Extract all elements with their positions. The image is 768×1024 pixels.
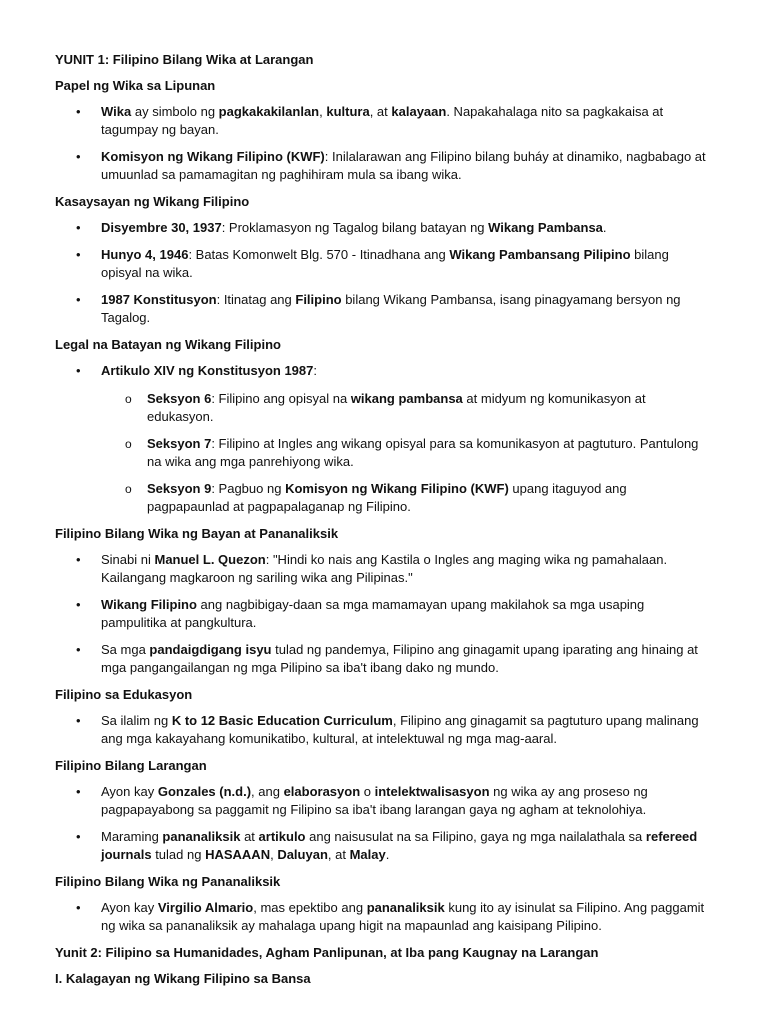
- list-item: [55, 148, 712, 184]
- bullet-list: [55, 103, 712, 184]
- bold-text: Daluyan: [277, 847, 328, 862]
- text-run: :: [313, 363, 317, 378]
- bold-text: pagkakakilanlan: [218, 104, 320, 119]
- bold-text: Seksyon 6: [147, 391, 212, 406]
- bold-text: HASAAAN: [205, 847, 271, 862]
- text-run: o: [360, 784, 375, 799]
- text-run: .: [385, 847, 390, 862]
- bold-text: 1987 Konstitusyon: [101, 292, 217, 307]
- bold-text: Komisyon ng Wikang Filipino (KWF): [285, 481, 509, 496]
- text-run: , ang: [251, 784, 284, 799]
- list-item: [55, 712, 712, 748]
- section-heading-yunit-2-filipino-sa-humanidades-agham-pa: Yunit 2: Filipino sa Humanidades, Agham Panlipunan, at Iba pang Kaugnay na Larangan: [55, 945, 599, 960]
- text-run: at midyum ng komunikasyon at edukasyon.: [147, 391, 646, 424]
- bold-text: Komisyon ng Wikang Filipino (KWF): [101, 149, 325, 164]
- list-item: [55, 291, 712, 327]
- bullet-list: [55, 783, 712, 864]
- section-heading-filipino-bilang-wika-ng-bayan-at-pananal: Filipino Bilang Wika ng Bayan at Pananaliksik: [55, 526, 339, 541]
- section-heading-filipino-bilang-wika-ng-pananaliksik: Filipino Bilang Wika ng Pananaliksik: [55, 874, 281, 889]
- list-item: [55, 362, 712, 516]
- text-run: bilang opisyal na wika.: [101, 247, 669, 280]
- bullet-list: [55, 712, 712, 748]
- bold-text: Wikang Pambansa: [488, 220, 603, 235]
- text-run: at: [240, 829, 259, 844]
- text-run: : Filipino ang opisyal na: [211, 391, 351, 406]
- text-run: : Pagbuo ng: [211, 481, 286, 496]
- bold-text: kultura: [326, 104, 370, 119]
- sub-list-item: [101, 435, 712, 471]
- text-run: Sinabi ni: [101, 552, 155, 567]
- bold-text: intelektwalisasyon: [374, 784, 490, 799]
- section-heading-legal-na-batayan-ng-wikang-filipino: Legal na Batayan ng Wikang Filipino: [55, 337, 281, 352]
- text-run: : "Hindi ko nais ang Kastila o Ingles ang maging wika ng pamahalaan. Kailangang magkaroon ng sariling wika ang Pilipinas.": [101, 552, 668, 585]
- text-run: , at: [369, 104, 392, 119]
- bold-text: Wikang Filipino: [101, 597, 197, 612]
- text-run: ang naisusulat na sa Filipino, gaya ng mga nailalathala sa: [305, 829, 646, 844]
- section-heading-filipino-sa-edukasyon: Filipino sa Edukasyon: [55, 687, 193, 702]
- bold-text: Manuel L. Quezon: [154, 552, 266, 567]
- list-item: [55, 103, 712, 139]
- sub-list-item: [101, 390, 712, 426]
- bullet-list: [55, 899, 712, 935]
- bold-text: refereed journals: [101, 829, 698, 862]
- list-item: [55, 246, 712, 282]
- text-run: upang itaguyod ang pagpapaunlad at pagpapalaganap ng Filipino.: [147, 481, 627, 514]
- text-run: : Filipino at Ingles ang wikang opisyal para sa komunikasyon at pagtuturo. Pantulong na wika ang mga panrehiyong wika.: [147, 436, 699, 469]
- bold-text: Seksyon 9: [147, 481, 212, 496]
- bold-text: pandaigdigang isyu: [149, 642, 272, 657]
- text-run: tulad ng: [151, 847, 206, 862]
- text-run: , at: [327, 847, 350, 862]
- list-item: [55, 551, 712, 587]
- text-run: ng wika ay ang proseso ng pagpapayabong sa paggamit ng Filipino sa iba't ibang larangan gaya ng agham at teknolohiya.: [101, 784, 648, 817]
- text-run: Ayon kay: [101, 900, 158, 915]
- bold-text: kalayaan: [391, 104, 447, 119]
- bold-text: pananaliksik: [162, 829, 241, 844]
- list-item: [55, 219, 712, 237]
- list-item: [55, 596, 712, 632]
- bold-text: Seksyon 7: [147, 436, 212, 451]
- text-run: : Batas Komonwelt Blg. 570 - Itinadhana ang: [188, 247, 450, 262]
- text-run: kung ito ay isinulat sa Filipino. Ang paggamit ng wika sa pananaliksik ay mahalaga upang higit na mapaunlad ang kaisipang Pilipino.: [101, 900, 705, 933]
- text-run: bilang Wikang Pambansa, isang pinagyamang bersyon ng Tagalog.: [101, 292, 681, 325]
- bold-text: Filipino: [295, 292, 342, 307]
- section-heading-papel-ng-wika-sa-lipunan: Papel ng Wika sa Lipunan: [55, 78, 216, 93]
- text-run: .: [602, 220, 607, 235]
- bold-text: Wikang Pambansang Pilipino: [449, 247, 631, 262]
- text-run: , Filipino ang ginagamit sa pagtuturo upang malinang ang mga kakayahang komunikatibo, kultural, at intelektuwal ng mga mag-aaral.: [101, 713, 699, 746]
- text-run: . Napakahalaga nito sa pagkakaisa at tagumpay ng bayan.: [101, 104, 664, 137]
- text-run: , mas epektibo ang: [253, 900, 367, 915]
- text-run: tulad ng pandemya, Filipino ang ginagamit upang iparating ang hinaing at mga pangangailangan ng mga Pilipino sa iba't ibang dako ng mundo.: [101, 642, 698, 675]
- bold-text: Gonzales (n.d.): [157, 784, 252, 799]
- bullet-list: [55, 551, 712, 677]
- section-heading-yunit-1-filipino-bilang-wika-at-larangan: YUNIT 1: Filipino Bilang Wika at Larangan: [55, 52, 314, 67]
- section-heading-kasaysayan-ng-wikang-filipino: Kasaysayan ng Wikang Filipino: [55, 194, 250, 209]
- sub-list-item: [101, 480, 712, 516]
- list-item: [55, 828, 712, 864]
- text-run: ang nagbibigay-daan sa mga mamamayan upang makilahok sa mga usaping pampulitika at pangkultura.: [101, 597, 645, 630]
- text-run: ay simbolo ng: [131, 104, 219, 119]
- text-run: : Itinatag ang: [216, 292, 296, 307]
- section-heading-filipino-bilang-larangan: Filipino Bilang Larangan: [55, 758, 207, 773]
- text-run: ,: [270, 847, 278, 862]
- text-run: ,: [319, 104, 327, 119]
- bold-text: Malay: [349, 847, 386, 862]
- sub-list: [101, 390, 712, 516]
- text-run: Ayon kay: [101, 784, 158, 799]
- list-item: [55, 783, 712, 819]
- bold-text: Hunyo 4, 1946: [101, 247, 189, 262]
- section-heading-i-kalagayan-ng-wikang-filipino-sa-bansa: I. Kalagayan ng Wikang Filipino sa Bansa: [55, 971, 311, 986]
- bullet-list: [55, 219, 712, 327]
- text-run: : Inilalarawan ang Filipino bilang buháy at dinamiko, nagbabago at umuunlad sa pamamagitan ng paghihiram mula sa ibang wika.: [101, 149, 706, 182]
- text-run: Sa mga: [101, 642, 150, 657]
- bold-text: wikang pambansa: [350, 391, 463, 406]
- text-run: Maraming: [101, 829, 163, 844]
- bullet-list: [55, 362, 712, 516]
- bold-text: Wika: [101, 104, 132, 119]
- bold-text: Disyembre 30, 1937: [101, 220, 222, 235]
- bold-text: elaborasyon: [283, 784, 361, 799]
- bold-text: K to 12 Basic Education Curriculum: [171, 713, 393, 728]
- list-item: [55, 641, 712, 677]
- text-run: : Proklamasyon ng Tagalog bilang batayan ng: [221, 220, 489, 235]
- text-run: Sa ilalim ng: [101, 713, 172, 728]
- bold-text: Virgilio Almario: [157, 900, 254, 915]
- bold-text: pananaliksik: [366, 900, 445, 915]
- bold-text: artikulo: [258, 829, 306, 844]
- list-item: [55, 899, 712, 935]
- bold-text: Artikulo XIV ng Konstitusyon 1987: [101, 363, 314, 378]
